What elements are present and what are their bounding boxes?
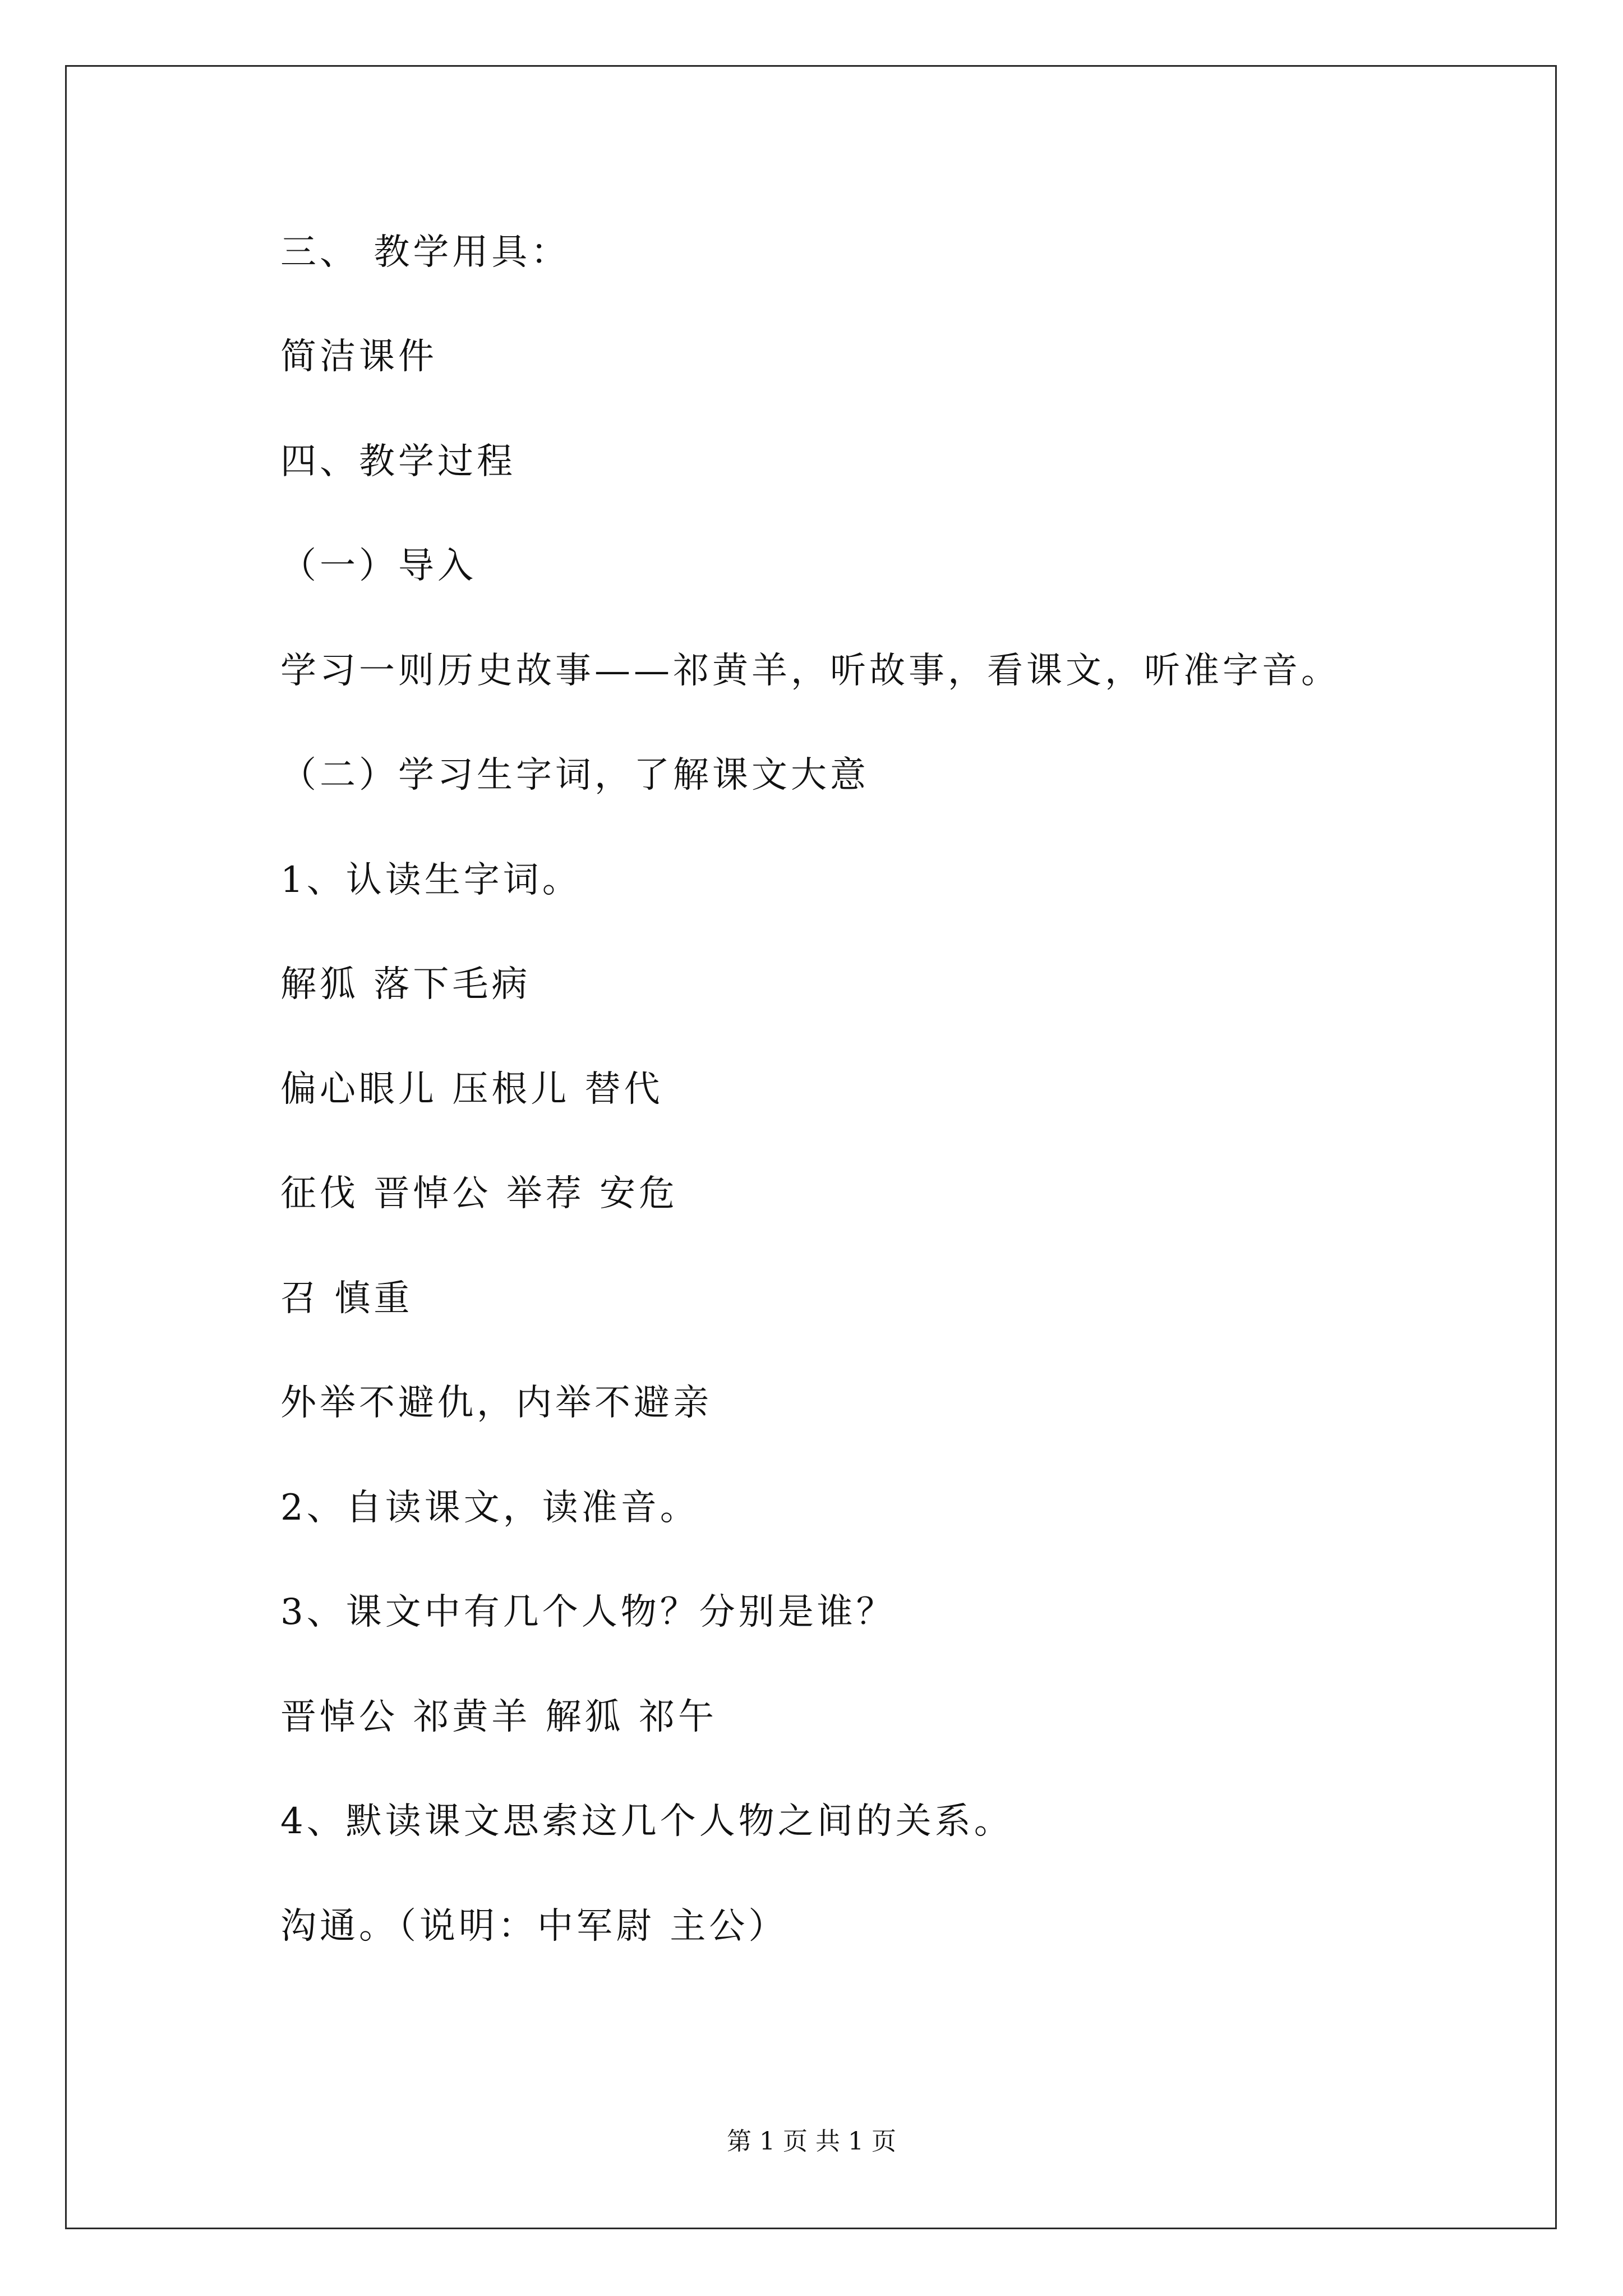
text-line: 晋悼公 祁黄羊 解狐 祁午	[280, 1696, 718, 1738]
vocabulary-line: 召 慎重	[280, 1278, 413, 1319]
list-item: 1、认读生字词。	[280, 859, 582, 901]
list-item: 4、默读课文思索这几个人物之间的关系。	[280, 1801, 1013, 1842]
text-line: 学习一则历史故事——祁黄羊，听故事，看课文，听准字音。	[280, 650, 1340, 692]
vocabulary-line: 征伐 晋悼公 举荐 安危	[280, 1173, 679, 1214]
vocabulary-line: 外举不避仇，内举不避亲	[280, 1382, 712, 1424]
subsection-heading-vocabulary: （二）学习生字词，了解课文大意	[280, 754, 869, 796]
list-item: 2、自读课文，读准音。	[280, 1487, 699, 1529]
text-line: 简洁课件	[280, 336, 437, 378]
vocabulary-line: 偏心眼儿 压根儿 替代	[280, 1069, 663, 1110]
section-heading-teaching-tools: 三、 教学用具：	[280, 232, 570, 273]
list-item: 3、课文中有几个人物？分别是谁？	[280, 1591, 896, 1633]
section-heading-teaching-process: 四、教学过程	[280, 441, 516, 482]
vocabulary-line: 解狐 落下毛病	[280, 964, 531, 1005]
text-line: 沟通。（说明：中军尉 主公）	[280, 1906, 788, 1947]
page-footer: 第 1 页 共 1 页	[727, 2127, 896, 2156]
subsection-heading-introduction: （一）导入	[280, 545, 477, 587]
